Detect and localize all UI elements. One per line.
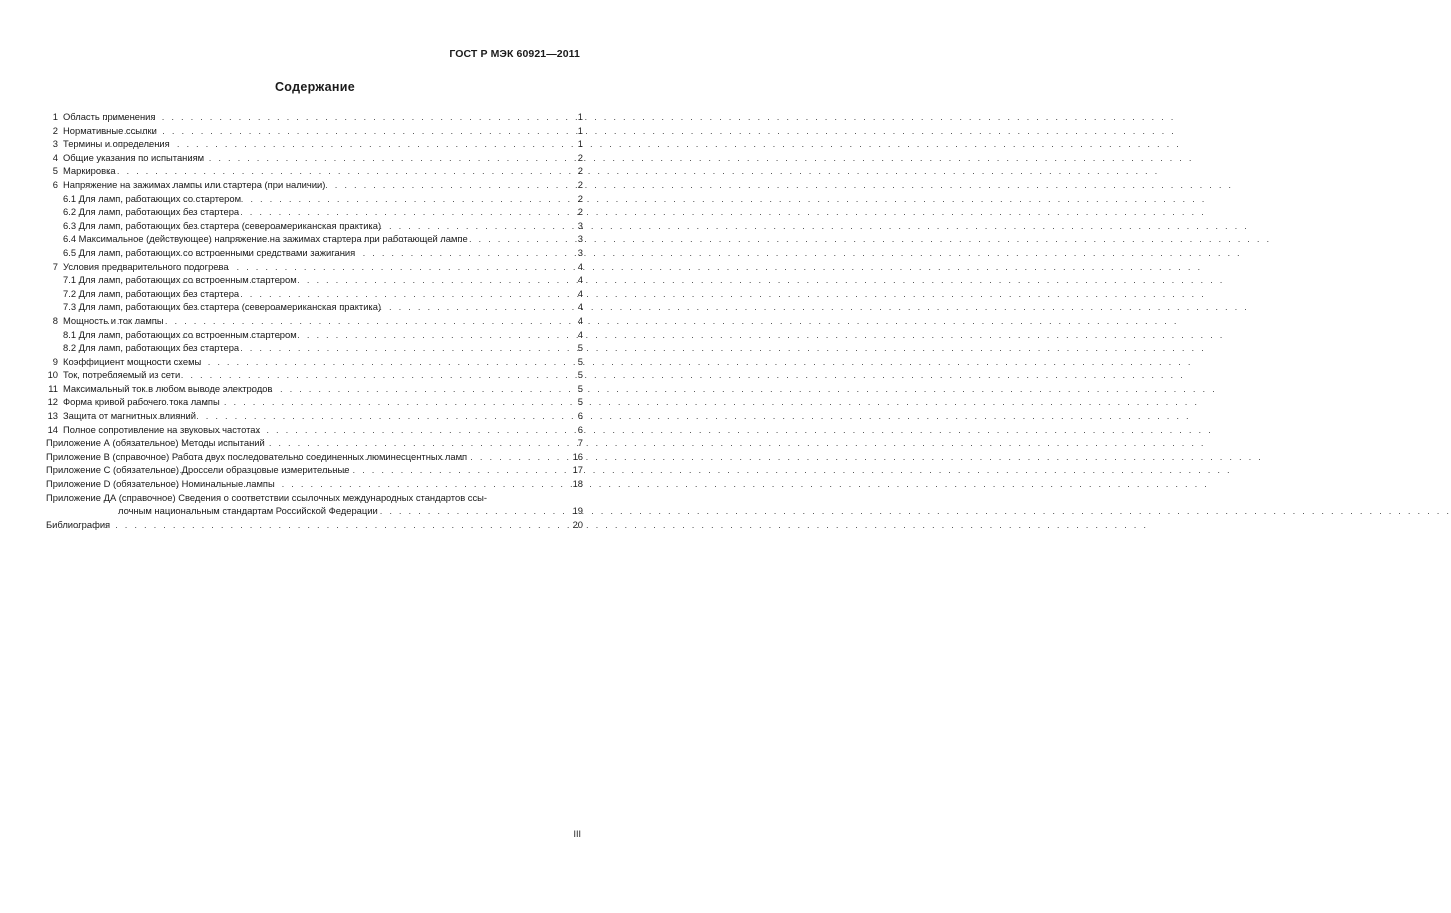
toc-entry-title: Максимальный ток в любом выводе электродов [63,382,273,394]
toc-entry[interactable] [46,232,583,246]
toc-entry-page: 5 [577,342,583,354]
toc-entry-title: 7.2 Для ламп, работающих без стартера [63,287,240,299]
toc-leader-dots [138,477,557,491]
toc-entry[interactable] [46,382,583,396]
toc-entry-page: 6 [577,410,583,422]
toc-entry-page: 5 [577,355,583,367]
toc-entry[interactable] [46,491,583,505]
toc-entry-title: 7.1 Для ламп, работающих со встроенным стартером [63,274,297,286]
toc-entry-page: 4 [577,274,583,286]
toc-entry-title: Общие указания по испытаниям [63,151,205,163]
toc-entry[interactable] [46,423,583,437]
toc-entry-number: 5 [52,165,58,177]
toc-entry-page: 2 [577,192,583,204]
toc-entry[interactable] [46,151,583,165]
toc-entry[interactable] [46,328,583,342]
toc-entry-page: 6 [577,423,583,435]
toc-entry-title: Приложение ДА (справочное) Сведения о соответствии ссылочных международных стандартов ссы- [46,491,488,503]
toc-entry-page: 7 [577,437,583,449]
toc-leader-dots [128,395,557,409]
toc-entry[interactable] [46,355,583,369]
toc-entry-page: 20 [572,518,583,530]
toc-entry-page: 1 [577,124,583,136]
toc-entry-page: 2 [577,178,583,190]
toc-entry-title: 6.4 Максимальное (действующее) напряжение на зажимах стартера при работающей лампе [63,233,468,245]
toc-entry[interactable] [46,219,583,233]
toc-entry[interactable] [46,341,583,355]
toc-entry-number: 11 [48,382,58,394]
toc-leader-dots [134,287,557,301]
toc-entry-title: 6.3 Для ламп, работающих без стартера (североамериканская практика) [63,219,382,231]
toc-leader-dots [104,110,557,124]
toc-leader-dots [135,192,557,206]
toc-leader-dots [178,300,557,314]
toc-leader-dots [153,273,557,287]
toc-entry-title: Полное сопротивление на звуковых частотах [63,423,261,435]
toc-leader-dots [134,205,557,219]
toc-entry-title: 8.1 Для ламп, работающих со встроенным стартером [63,328,297,340]
toc-entry-number: 2 [52,124,58,136]
toc-entry-number: 4 [52,151,58,163]
toc-entry-title: Ток, потребляемый из сети [63,369,181,381]
toc-entry[interactable] [46,450,583,464]
page-number: III [573,829,581,839]
toc-entry-page: 5 [577,369,583,381]
toc-entry[interactable] [46,110,583,124]
toc-entry-title: Приложение С (обязательное) Дроссели образцовые измерительные [46,464,350,476]
toc-entry[interactable] [46,395,583,409]
toc-entry-title: Библиография [46,518,111,530]
toc-entry[interactable] [46,164,583,178]
toc-entry-title-continued: лочным национальным стандартам Российской Федерации [118,505,378,517]
toc-entry-title: Приложение D (обязательное) Номинальные лампы [46,478,275,490]
toc-entry-title: Нормативные ссылки [63,124,157,136]
toc-entry-title: Защита от магнитных влияний [63,410,196,422]
toc-entry-number: 6 [52,178,58,190]
toc-entry[interactable] [46,205,583,219]
toc-leader-dots [107,314,557,328]
toc-entry-title: Мощность и ток лампы [63,314,164,326]
toc-leader-dots [153,328,557,342]
document-code: ГОСТ Р МЭК 60921—2011 [449,48,580,60]
toc-leader-dots [141,423,557,437]
toc-entry[interactable] [46,477,583,491]
toc-entry-page: 1 [577,138,583,150]
toc-entry-title: Термины и определения [63,138,170,150]
toc-entry-title: Напряжение на зажимах лампы или стартера (при наличии) [63,178,326,190]
toc-entry-title: 6.2 Для ламп, работающих без стартера [63,206,240,218]
toc-entry[interactable] [46,137,583,151]
toc-leader-dots [131,260,557,274]
toc-entry[interactable] [46,368,583,382]
toc-entry-page: 18 [572,478,583,490]
toc-entry[interactable] [46,246,583,260]
toc-entry-number: 14 [47,423,58,435]
toc-entry-number: 7 [52,260,58,272]
toc-entry[interactable] [46,300,583,314]
toc-entry[interactable] [46,273,583,287]
toc-entry-continuation[interactable] [46,504,583,518]
toc-entry[interactable] [46,192,583,206]
toc-entry-title: 6.5 Для ламп, работающих со встроенными средствами зажигания [63,246,356,258]
toc-entry[interactable] [46,124,583,138]
toc-leader-dots [88,164,557,178]
toc-entry[interactable] [46,518,583,532]
toc-entry-number: 13 [47,410,58,422]
toc-entry-page: 4 [577,328,583,340]
toc-entry-page: 5 [577,396,583,408]
toc-leader-dots [178,219,557,233]
toc-leader-dots [134,436,557,450]
page-title: Содержание [274,80,355,94]
toc-entry[interactable] [46,436,583,450]
toc-leader-dots [77,518,557,532]
toc-entry-page: 1 [577,111,583,122]
toc-entry-page: 5 [577,382,583,394]
toc-leader-dots [200,232,557,246]
toc-leader-dots [105,124,557,138]
toc-entry-title: Коэффициент мощности схемы [63,355,202,367]
toc-entry-title: 6.1 Для ламп, работающих со стартером [63,192,242,204]
toc-entry-number: 9 [52,355,58,367]
toc-entry-page: 2 [577,206,583,218]
toc-entry-title: Область применения [63,111,156,122]
toc-entry-number: 8 [52,314,58,326]
toc-leader-dots [170,246,557,260]
toc-entry-title: Приложение А (обязательное) Методы испытаний [46,437,265,449]
toc-entry-page: 19 [572,505,583,517]
toc-leader-dots [145,382,557,396]
toc-entry[interactable] [46,463,583,477]
table-of-contents [46,110,583,531]
toc-entry-page: 4 [577,260,583,272]
toc-entry-page: 16 [572,450,583,462]
toc-entry[interactable] [46,287,583,301]
toc-entry-page: 4 [577,301,583,313]
toc-leader-dots [121,355,557,369]
toc-entry[interactable] [46,314,583,328]
toc-entry-number: 1 [52,111,58,122]
toc-entry-title: Приложение В (справочное) Работа двух последовательно соединенных люминесцентных ламп [46,450,468,462]
toc-entry[interactable] [46,178,583,192]
toc-entry[interactable] [46,409,583,423]
toc-leader-dots [380,504,557,518]
toc-leader-dots [110,137,557,151]
toc-entry-title: 8.2 Для ламп, работающих без стартера [63,342,240,354]
toc-entry-number: 12 [47,396,58,408]
toc-leader-dots [114,368,557,382]
toc-entry-page: 2 [577,165,583,177]
toc-leader-dots [122,151,557,165]
toc-entry-title: Маркировка [63,165,116,177]
toc-entry-title: 7.3 Для ламп, работающих без стартера (североамериканская практика) [63,301,382,313]
toc-entry-page: 3 [577,219,583,231]
toc-entry-page: 3 [577,233,583,245]
toc-entry-number: 3 [52,138,58,150]
toc-entry-page: 4 [577,287,583,299]
toc-entry[interactable] [46,260,583,274]
toc-leader-dots [162,178,557,192]
toc-entry-page: 4 [577,314,583,326]
toc-leader-dots [160,463,557,477]
toc-entry-page: 17 [572,464,583,476]
toc-entry-page: 2 [577,151,583,163]
toc-entry-page: 3 [577,246,583,258]
toc-leader-dots [119,409,557,423]
toc-leader-dots [192,450,557,464]
toc-entry-title: Условия предварительного подогрева [63,260,229,272]
toc-entry-number: 10 [47,369,58,381]
toc-leader-dots [134,341,557,355]
toc-entry-title: Форма кривой рабочего тока лампы [63,396,220,408]
